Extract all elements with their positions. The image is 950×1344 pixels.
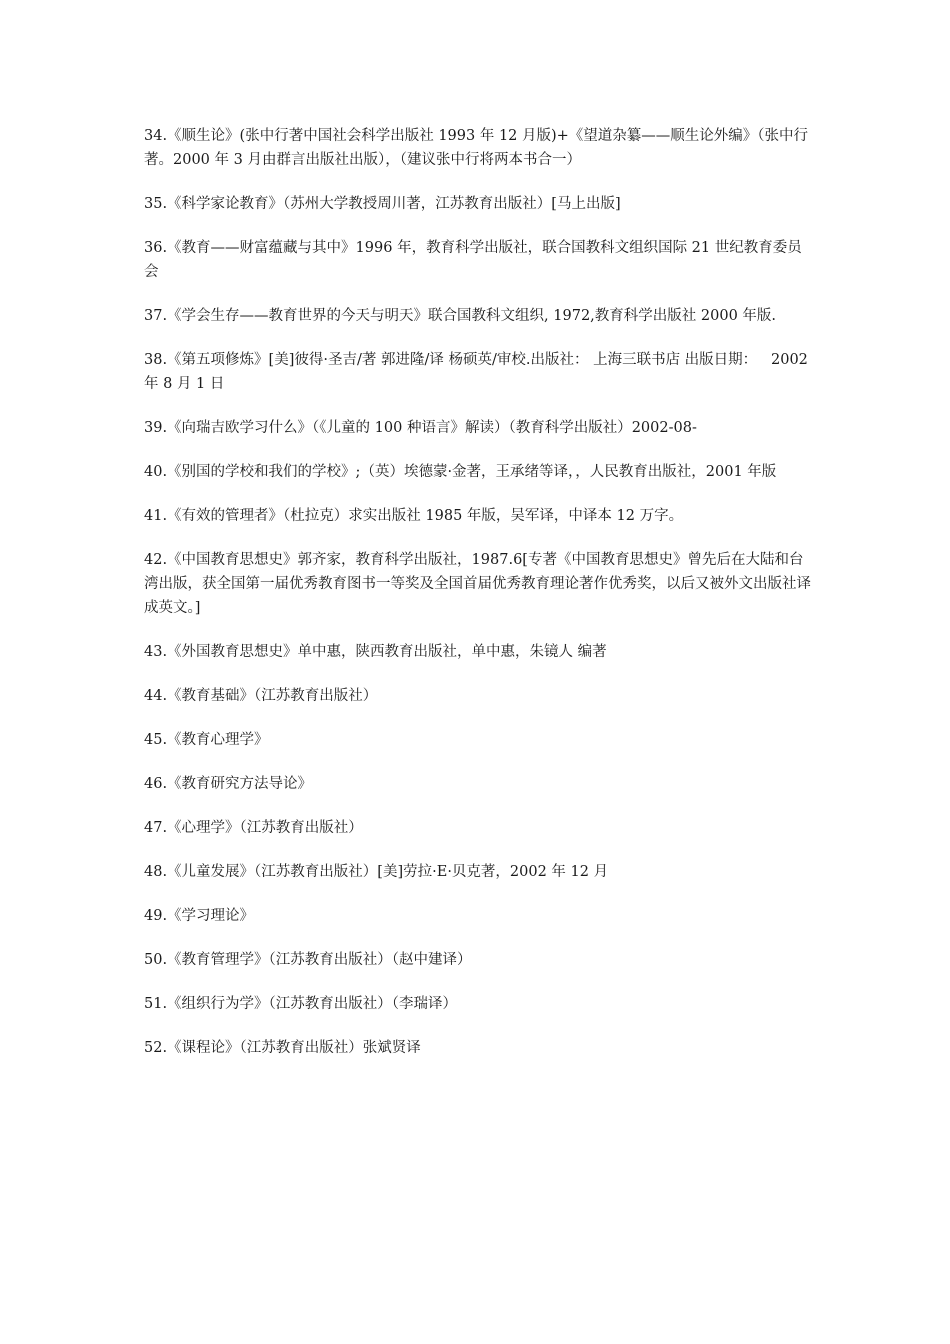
reading-list (144, 124, 812, 1080)
list-item-37: 37.《学会生存——教育世界的今天与明天》联合国教科文组织, 1972,教育科学出版社 2000 年版. (144, 308, 777, 324)
list-item-46: 46.《教育研究方法导论》 (144, 776, 313, 792)
list-item-44: 44.《教育基础》（江苏教育出版社） (144, 688, 378, 704)
list-item-48: 48.《儿童发展》（江苏教育出版社）[美]劳拉·E·贝克著，2002 年 12 月 (144, 864, 609, 880)
list-item-41: 41.《有效的管理者》（杜拉克）求实出版社 1985 年版，吴军译，中译本 12 万字。 (144, 508, 684, 524)
list-item-39: 39.《向瑞吉欧学习什么》（《儿童的 100 种语言》解读）（教育科学出版社）2002-08- (144, 420, 697, 436)
list-item-35: 35.《科学家论教育》（苏州大学教授周川著，江苏教育出版社）[马上出版] (144, 196, 621, 212)
list-item-50: 50.《教育管理学》（江苏教育出版社）（赵中建译） (144, 952, 472, 968)
list-item-51: 51.《组织行为学》（江苏教育出版社）（李瑞译） (144, 996, 458, 1012)
list-item-34: 34.《顺生论》(张中行著中国社会科学出版社 1993 年 12 月版)+《望道杂纂——顺生论外编》（张中行著。2000 年 3 月由群言出版社出版），（建议张中行将两本书合一） (144, 128, 809, 168)
list-item-36: 36.《教育——财富蕴藏与其中》1996 年，教育科学出版社，联合国教科文组织国际 21 世纪教育委员会 (144, 240, 802, 280)
list-item-45: 45.《教育心理学》 (144, 732, 269, 748)
list-item-40: 40.《别国的学校和我们的学校》;（英）埃德蒙·金著，王承绪等译，，人民教育出版社，2001 年版 (144, 464, 777, 480)
list-item-43: 43.《外国教育思想史》单中惠，陕西教育出版社，单中惠，朱镜人 编著 (144, 644, 607, 660)
list-item-38: 38.《第五项修炼》[美]彼得·圣吉/著 郭进隆/译 杨硕英/审校.出版社： 上海三联书店 出版日期： 2002 年 8 月 1 日 (144, 352, 813, 392)
list-item-52: 52.《课程论》（江苏教育出版社）张斌贤译 (144, 1040, 421, 1056)
list-item-49: 49.《学习理论》 (144, 908, 255, 924)
list-item-47: 47.《心理学》（江苏教育出版社） (144, 820, 363, 836)
list-item-42: 42.《中国教育思想史》郭齐家，教育科学出版社，1987.6[专著《中国教育思想史》曾先后在大陆和台湾出版，获全国第一届优秀教育图书一等奖及全国首届优秀教育理论著作优秀奖，以后又被外文出版社译成英文。] (144, 552, 811, 616)
